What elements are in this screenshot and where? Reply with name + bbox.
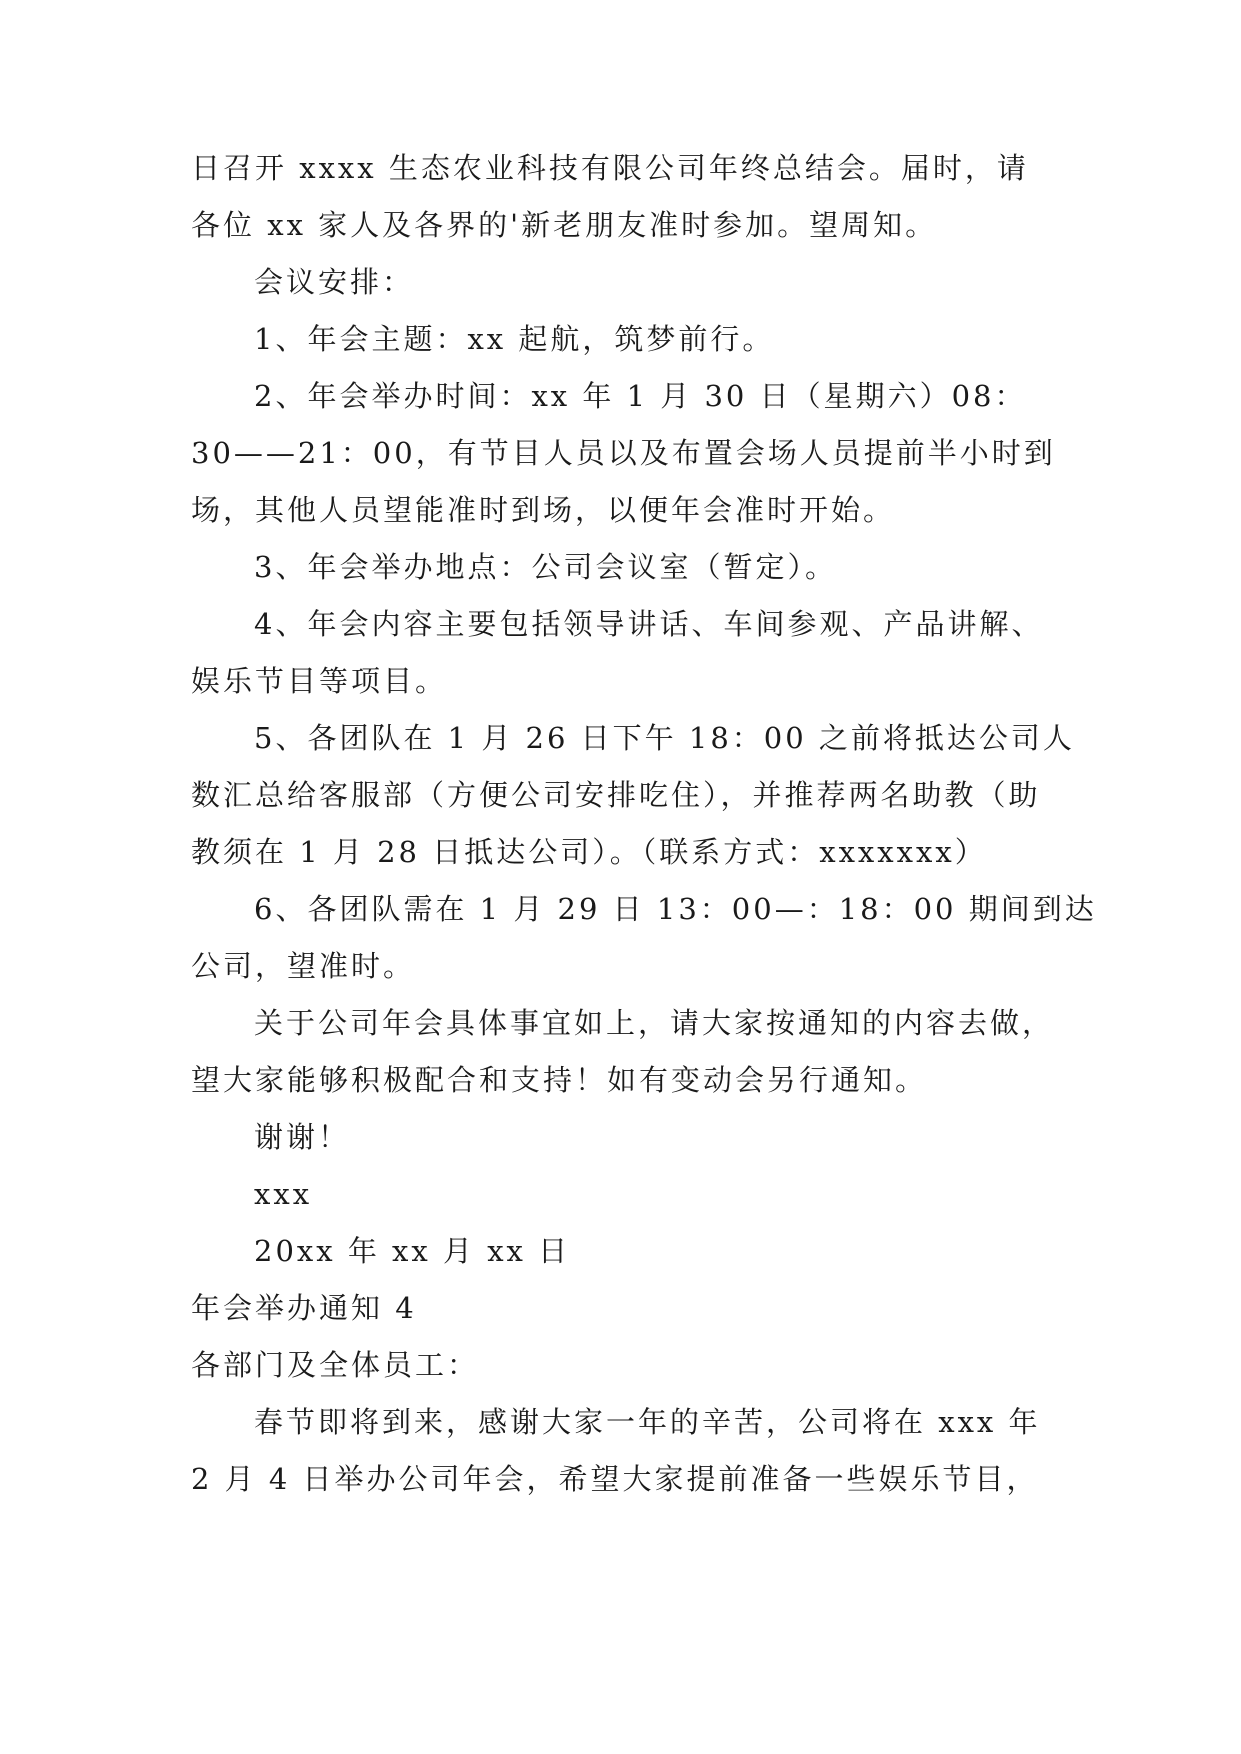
list-item: 6、各团队需在 1 月 29 日 13：00—：18：00 期间到达 (254, 892, 1097, 926)
body-line: 2 月 4 日举办公司年会，希望大家提前准备一些娱乐节目， (191, 1462, 1039, 1496)
body-line: 公司，望准时。 (191, 949, 416, 983)
section-heading: 会议安排： (254, 265, 415, 299)
signature: xxx (254, 1177, 313, 1211)
list-item: 2、年会举办时间：xx 年 1 月 30 日（星期六）08： (254, 379, 1027, 413)
date-line: 20xx 年 xx 月 xx 日 (254, 1234, 571, 1268)
body-line: 关于公司年会具体事宜如上，请大家按通知的内容去做， (254, 1006, 1055, 1040)
closing-thanks: 谢谢！ (254, 1120, 351, 1154)
body-line: 场，其他人员望能准时到场，以便年会准时开始。 (191, 493, 896, 527)
notice-title: 年会举办通知 4 (191, 1291, 417, 1325)
body-line: 春节即将到来，感谢大家一年的辛苦，公司将在 xxx 年 (254, 1405, 1041, 1439)
list-item: 4、年会内容主要包括领导讲话、车间参观、产品讲解、 (254, 607, 1044, 641)
body-line: 教须在 1 月 28 日抵达公司）。（联系方式：xxxxxxx） (191, 835, 987, 869)
body-line: 娱乐节目等项目。 (191, 664, 448, 698)
body-line: 望大家能够积极配合和支持！如有变动会另行通知。 (191, 1063, 928, 1097)
body-line: 数汇总给客服部（方便公司安排吃住），并推荐两名助教（助 (191, 778, 1041, 812)
salutation: 各部门及全体员工： (191, 1348, 480, 1382)
body-line: 30——21：00，有节目人员以及布置会场人员提前半小时到 (191, 436, 1056, 470)
list-item: 3、年会举办地点：公司会议室（暂定）。 (254, 550, 837, 584)
body-line: 各位 xx 家人及各界的'新老朋友准时参加。望周知。 (191, 208, 938, 242)
list-item: 5、各团队在 1 月 26 日下午 18：00 之前将抵达公司人 (254, 721, 1075, 755)
body-line: 日召开 xxxx 生态农业科技有限公司年终总结会。届时，请 (191, 151, 1029, 185)
list-item: 1、年会主题：xx 起航，筑梦前行。 (254, 322, 775, 356)
